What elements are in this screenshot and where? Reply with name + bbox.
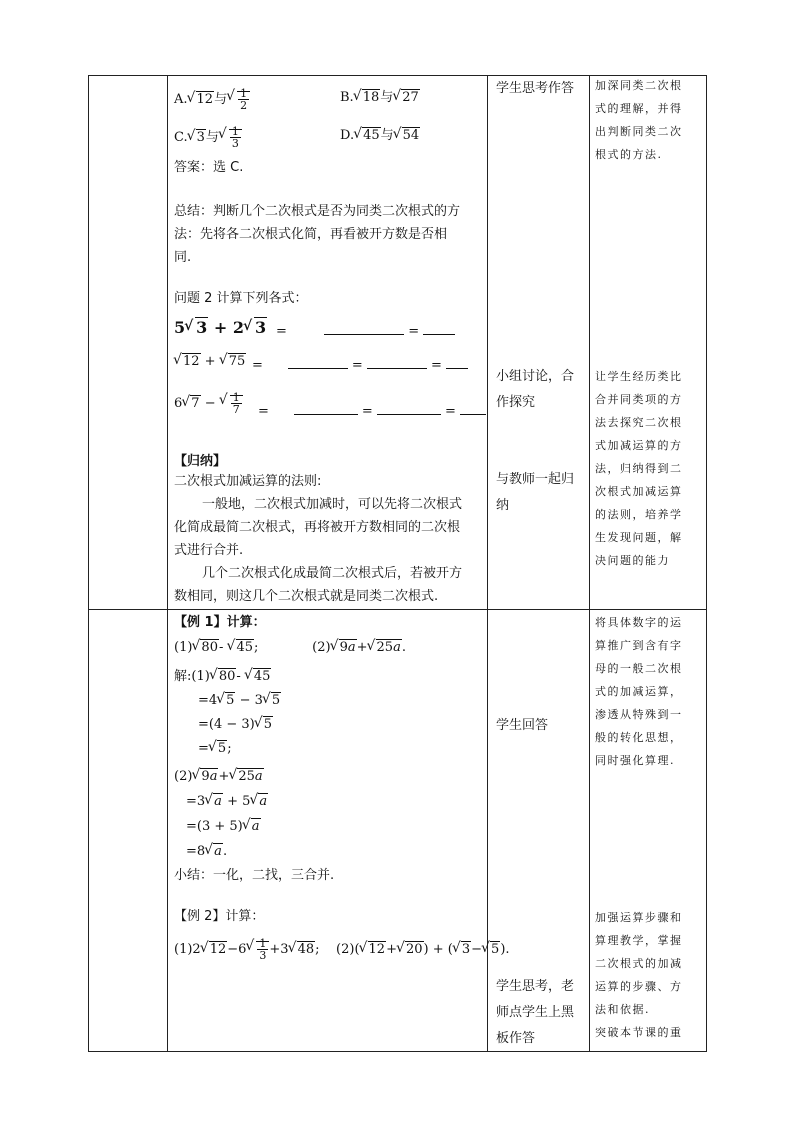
- summary-line-1: 总结：判断几个二次根式是否为同类二次根式的方: [174, 204, 461, 219]
- solution-2-line-3: =(3 + 5)√ a: [186, 817, 261, 837]
- example1-title: 【例 1】计算：: [174, 615, 266, 630]
- expression-1-blanks: = =: [276, 320, 455, 342]
- student-activity-2-line-1: 小组讨论，合: [496, 369, 575, 384]
- solution-2-line-2: =3√ a + 5√ a: [186, 792, 268, 812]
- solution-line-1: 解:(1)√ 80- √ 45: [174, 667, 271, 687]
- design-note-2-line-1: 让学生经历类比: [595, 370, 683, 383]
- design-note-3-line-6: 般的转化思想，: [595, 731, 683, 744]
- rule-title: 二次根式加减运算的法则:: [174, 474, 322, 489]
- design-note-2-line-4: 式加减运算的方: [595, 439, 683, 452]
- summary-line-2: 法：先将各二次根式化简，再看被开方数是否相: [174, 227, 448, 242]
- design-note-4-line-2: 算理教学，掌握: [595, 934, 683, 947]
- expression-1: 5√ 3 + 2√ 3: [174, 318, 267, 338]
- summary-line-3: 同.: [174, 250, 192, 265]
- table-col-divider-2: [487, 75, 488, 1051]
- design-note-2-line-3: 法去探究二次根: [595, 416, 683, 429]
- example2-title: 【例 2】计算：: [174, 909, 265, 924]
- design-note-2-line-9: 决问题的能力: [595, 554, 670, 567]
- student-activity-5-line-2: 师点学生上黑: [496, 1005, 575, 1020]
- design-note-3-line-2: 算推广到含有字: [595, 639, 683, 652]
- solution-line-2: =4√ 5 − 3√ 5: [198, 691, 281, 711]
- option-b: B.√ 18与√ 27: [340, 88, 420, 108]
- design-note-4-line-4: 运算的步骤、方: [595, 980, 683, 993]
- design-note-3-line-7: 同时强化算理.: [595, 754, 675, 767]
- table-row-divider: [88, 609, 707, 610]
- solution-line-3: =(4 − 3)√ 5: [198, 715, 273, 735]
- rule-p1-line-2: 化简成最简二次根式，再将被开方数相同的二次根: [174, 520, 461, 535]
- solution-line-4: =√ 5;: [198, 739, 232, 759]
- design-note-4-line-1: 加强运算步骤和: [595, 911, 683, 924]
- design-note-2-line-5: 法，归纳得到二: [595, 462, 683, 475]
- design-note-1-line-4: 根式的方法.: [595, 148, 663, 161]
- student-activity-5-line-1: 学生思考，老: [496, 979, 575, 994]
- table-bottom-border: [88, 1051, 707, 1052]
- expression-3: 6√ 7 − √ $\frac{1}{7}$: [174, 392, 243, 415]
- design-note-3-line-5: 渗透从特殊到一: [595, 708, 683, 721]
- solution-2-line-4: =8√ a.: [186, 842, 227, 862]
- design-note-3-line-3: 母的一般二次根: [595, 662, 683, 675]
- student-activity-3-line-2: 纳: [496, 498, 510, 513]
- expression-2-blanks: = = =: [252, 354, 468, 376]
- design-note-4-line-3: 二次根式的加减: [595, 957, 683, 970]
- problem2-title: 问题 2 计算下列各式：: [174, 291, 308, 306]
- rule-p2-line-1: 几个二次根式化成最简二次根式后，若被开方: [202, 566, 463, 581]
- student-activity-2-line-2: 作探究: [496, 395, 536, 410]
- design-note-2-line-7: 的法则，培养学: [595, 508, 683, 521]
- rule-p1-line-3: 式进行合并.: [174, 543, 244, 558]
- design-note-1-line-2: 式的理解，并得: [595, 102, 683, 115]
- example2-problems: (1)2√ 12−6 √ $\frac{1}{3}$ +3√ 48; (2)(√ 12+√ 20) + (√ 3−√ 5).: [174, 938, 510, 961]
- rule-p2-line-2: 数相同，则这几个二次根式就是同类二次根式.: [174, 589, 439, 604]
- design-note-1-line-3: 出判断同类二次: [595, 125, 683, 138]
- example1-problems: (1)√ 80- √ 45; (2)√ 9a+√ 25a.: [174, 638, 406, 658]
- design-note-4-line-5: 法和依据.: [595, 1003, 650, 1016]
- guina-heading: 【归纳】: [174, 454, 227, 469]
- design-note-2-line-8: 生发现问题，解: [595, 531, 683, 544]
- student-activity-5-line-3: 板作答: [496, 1031, 536, 1046]
- table-left-border: [88, 75, 89, 1051]
- expression-2: √ 12 + √ 75: [174, 352, 246, 372]
- answer-text: 答案：选 C.: [174, 160, 244, 175]
- table-col-divider-3: [589, 75, 590, 1051]
- solution-2-line-1: (2)√ 9a+√ 25a: [174, 767, 264, 787]
- design-note-2-line-2: 合并同类项的方: [595, 393, 683, 406]
- design-note-2-line-6: 次根式加减运算: [595, 485, 683, 498]
- student-activity-1: 学生思考作答: [496, 81, 575, 96]
- design-note-3-line-4: 式的加减运算，: [595, 685, 683, 698]
- student-activity-4: 学生回答: [496, 718, 549, 733]
- option-c: C.√ 3与 √ $\frac{1}{3}$: [174, 126, 242, 149]
- rule-p1-line-1: 一般地，二次根式加减时，可以先将二次根式: [202, 497, 463, 512]
- design-note-3-line-1: 将具体数字的运: [595, 616, 683, 629]
- student-activity-3-line-1: 与教师一起归: [496, 472, 575, 487]
- design-note-1-line-1: 加深同类二次根: [595, 79, 683, 92]
- option-a: A.√ 12与 √ $\frac{1}{2}$: [174, 88, 250, 111]
- expression-3-blanks: = = =: [258, 400, 486, 422]
- xiaojie-summary: 小结：一化，二找，三合并.: [174, 868, 335, 883]
- design-note-4-line-6: 突破本节课的重: [595, 1026, 683, 1039]
- table-right-border: [706, 75, 707, 1051]
- table-col-divider-1: [167, 75, 168, 1051]
- option-d: D.√ 45与√ 54: [340, 126, 420, 146]
